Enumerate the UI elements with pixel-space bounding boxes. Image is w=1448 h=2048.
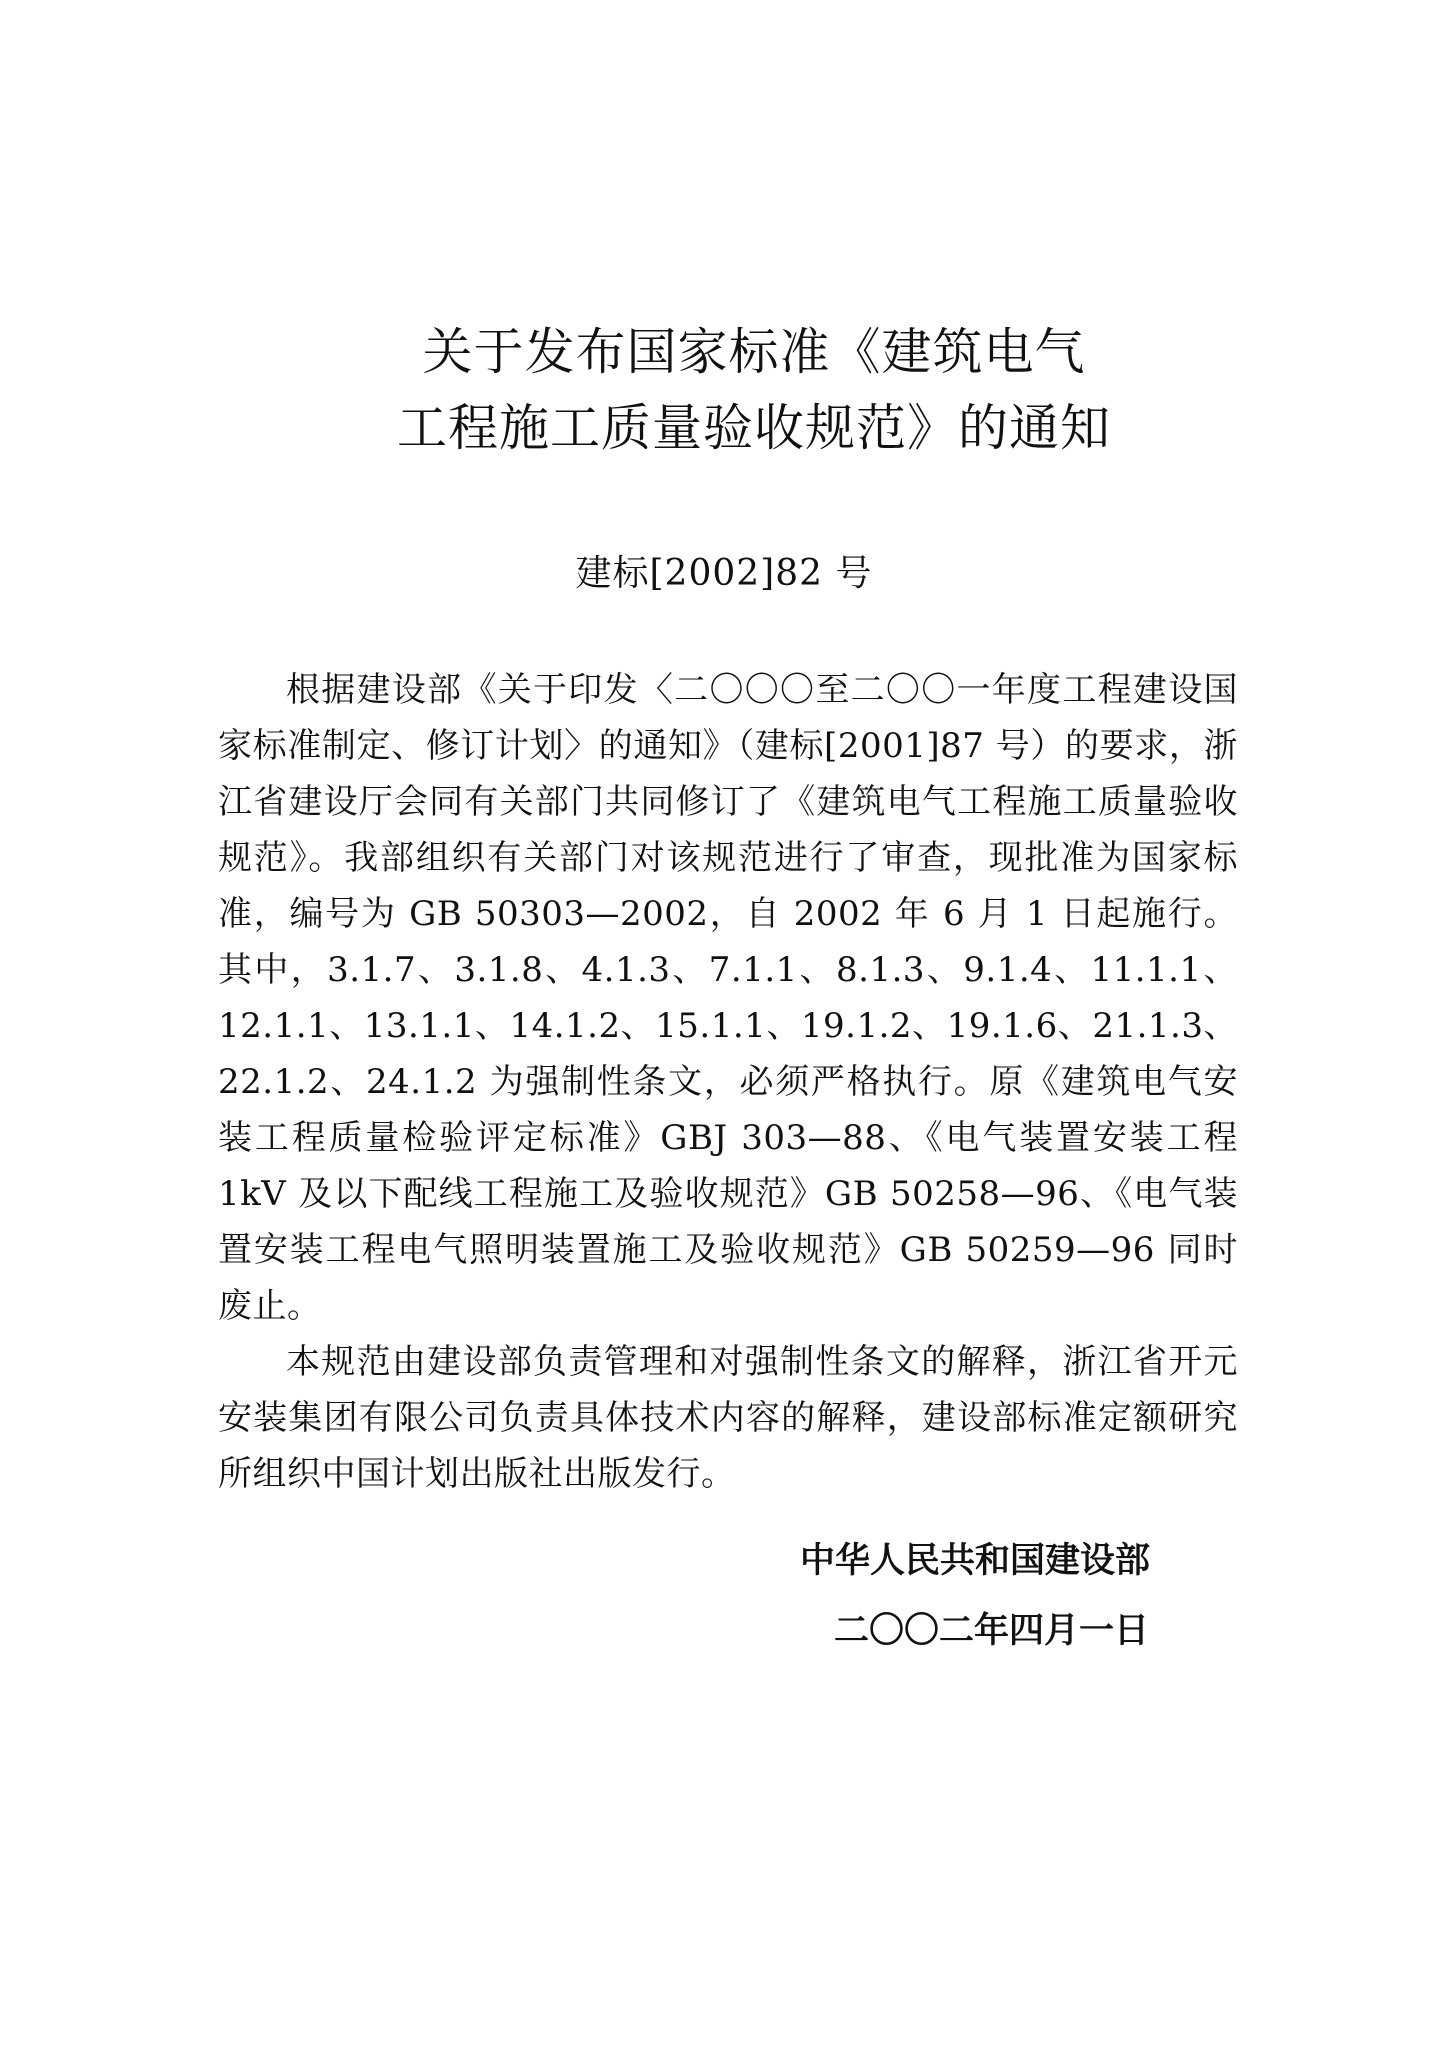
body-paragraph-2: 本规范由建设部负责管理和对强制性条文的解释，浙江省开元安装集团有限公司负责具体技术内容的解释，建设部标准定额研究所组织中国计划出版社出版发行。 [218, 1342, 1238, 1494]
document-number: 建标[2002]82 号 [575, 553, 873, 594]
signature-block [800, 1526, 1220, 1666]
document-title-line-2: 工程施工质量验收规范》的通知 [397, 399, 1111, 457]
document-body [218, 662, 1238, 1502]
body-paragraph-1: 根据建设部《关于印发〈二〇〇〇至二〇〇一年度工程建设国家标准制定、修订计划〉的通知》（建标[2001]87 号）的要求，浙江省建设厅会同有关部门共同修订了《建筑电气工程施工质量验收规范》。我部组织有关部门对该规范进行了审查，现批准为国家标准，编号为 GB 50303—2002，自 2002 年 6 月 1 日起施行。其中，3.1.7、3.1.8、4.1.3、7.1.1、8.1.3、9.1.4、11.1.1、12.1.1、13.1.1、14.1.2、15.1.1、19.1.2、19.1.6、21.1.3、22.1.2、24.1.2 为强制性条文，必须严格执行。原《建筑电气安装工程质量检验评定标准》GBJ 303—88、《电气装置安装工程 1kV 及以下配线工程施工及验收规范》GB 50258—96、《电气装置安装工程电气照明装置施工及验收规范》GB 50259—96 同时废止。 [218, 670, 1238, 1326]
issue-date: 二〇〇二年四月一日 [834, 1610, 1150, 1651]
issuer-name: 中华人民共和国建设部 [800, 1540, 1151, 1581]
document-title-line-1: 关于发布国家标准《建筑电气 [422, 323, 1086, 381]
